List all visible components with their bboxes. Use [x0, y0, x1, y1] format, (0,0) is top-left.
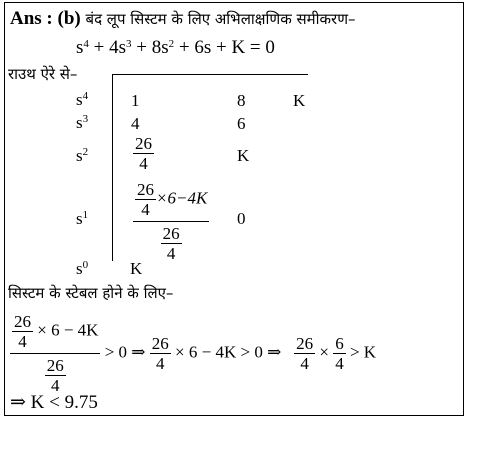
routh-array-heading: राउथ ऐरे से–	[8, 65, 78, 83]
row-label-s1: $s^1$	[76, 209, 89, 228]
final-result: ⇒ K < 9.75	[10, 392, 98, 413]
routh-array-left-rule	[112, 74, 113, 261]
stability-inequality: $\frac{26}{4}$ × 6 − 4K $\frac{26}{4}$ > 0 ⇒ $\frac{26}{4}$ × 6 − 4K > 0 ⇒ $\frac{26}{4}$ × $\frac{6}{4}$ > K	[10, 313, 376, 394]
cell-s4-c1: 1	[131, 91, 140, 110]
cell-s1-c1: $\frac{26}{4}$ ×6−4K $\frac{26}{4}$	[133, 181, 209, 262]
stability-heading: सिस्टम के स्टेबल होने के लिए–	[8, 284, 174, 302]
answer-heading	[10, 9, 356, 28]
row-label-s0: $s^0$	[76, 259, 89, 278]
routh-array-top-rule	[112, 74, 308, 75]
row-label-s3: $s^3$	[76, 113, 89, 132]
cell-s0-c1: K	[130, 259, 143, 278]
ans-label: Ans :	[10, 8, 53, 29]
cell-s2-c1: $\frac{26}{4}$	[135, 134, 152, 173]
cell-s4-c3: K	[293, 91, 306, 110]
row-label-s4: $s^4$	[76, 90, 89, 109]
cell-s3-c1: 4	[131, 114, 140, 133]
row-label-s2: $s^2$	[76, 146, 89, 165]
part-label: (b)	[57, 8, 81, 29]
heading-text: बंद लूप सिस्टम के लिए अभिलाक्षणिक समीकरण–	[85, 10, 356, 28]
cell-s4-c2: 8	[237, 91, 246, 110]
characteristic-equation: $s^4 + 4s^3 + 8s^2 + 6s + K = 0$	[76, 37, 275, 58]
cell-s1-c2: 0	[237, 209, 246, 228]
cell-s2-c2: K	[237, 146, 250, 165]
cell-s3-c2: 6	[237, 114, 246, 133]
